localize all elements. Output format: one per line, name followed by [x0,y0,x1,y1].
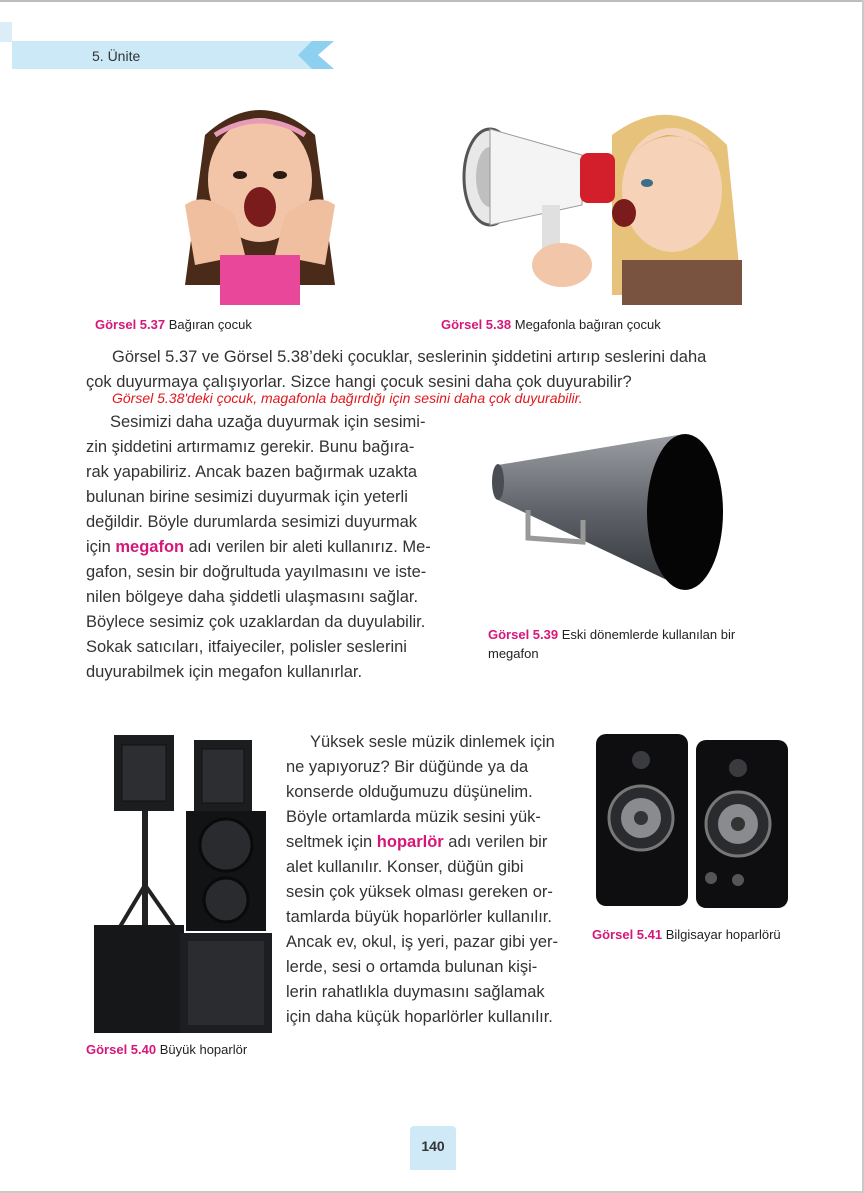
shouting-girl-image [165,95,355,305]
figure-number: Görsel 5.40 [86,1042,157,1057]
paragraph-line: Sokak satıcıları, itfaiyeciler, polisler seslerini [86,638,407,656]
paragraph-line: için daha küçük hoparlörler kullanılır. [286,1008,553,1026]
paragraph-line: Sesimizi daha uzağa duyurmak için sesimi- [110,413,426,431]
paragraph-line: lerde, sesi o ortamda bulunan kişi- [286,958,538,976]
figure-caption-text: Bağıran çocuk [168,317,252,332]
figure-number: Görsel 5.41 [592,927,663,942]
caption-line [488,625,735,644]
page-number: 140 [421,1138,445,1154]
paragraph-line: rak yapabiliriz. Ancak bazen bağırmak uzakta [86,463,418,481]
paragraph-line-with-keyword [86,535,470,560]
paragraph-line: Böylece sesimiz çok uzaklardan da duyulabilir. [86,613,426,631]
paragraph-line: Ancak ev, okul, iş yeri, pazar gibi yer- [286,933,559,951]
paragraph-line-with-keyword [286,830,580,855]
paragraph-line: bulunan birine sesimizi duyurmak için yeterli [86,488,408,506]
megaphone-girl-image [462,95,747,305]
side-tab-marker [0,22,12,42]
figure-number: Görsel 5.37 [95,317,166,332]
figure-number: Görsel 5.39 [488,627,559,642]
handwritten-answer: Görsel 5.38'deki çocuk, magafonla bağırdığı için sesini daha çok duyurabilir. [112,390,583,406]
paragraph-line: sesin çok yüksek olması gereken or- [286,883,553,901]
text-segment: için [86,538,116,556]
question-line-1: Görsel 5.37 ve Görsel 5.38’deki çocuklar, seslerinin şiddetini artırıp seslerini daha [112,348,707,366]
unit-title: 5. Ünite [92,48,141,64]
megaphone-paragraph [86,410,470,685]
keyword-megafon: megafon [115,538,185,556]
figure-caption-text: Büyük hoparlör [159,1042,248,1057]
figure-caption-5-39 [488,625,735,663]
paragraph-line: değildir. Böyle durumlarda sesimizi duyurmak [86,513,418,531]
text-segment: seltmek için [286,833,377,851]
question-line-2: çok duyurmaya çalışıyorlar. Sizce hangi çocuk sesini daha çok duyurabilir? [86,373,632,391]
paragraph-line: gafon, sesin bir doğrultuda yayılmasını ve iste- [86,563,427,581]
paragraph-line: nilen bölgeye daha şiddetli ulaşmasını sağlar. [86,588,419,606]
page-border-top [0,0,864,2]
figure-caption-5-38 [441,315,661,334]
paragraph-line: alet kullanılır. Konser, düğün gibi [286,858,524,876]
paragraph-line: tamlarda büyük hoparlörler kullanılır. [286,908,552,926]
figure-caption-text: Megafonla bağıran çocuk [514,317,661,332]
paragraph-line: Yüksek sesle müzik dinlemek için [310,733,555,751]
text-segment: adı verilen bir [443,833,548,851]
figure-caption-text: Eski dönemlerde kullanılan bir [561,627,736,642]
paragraph-line: Böyle ortamlarda müzik sesini yük- [286,808,541,826]
figure-caption-5-41 [592,925,781,944]
paragraph-line: duyurabilmek için megafon kullanırlar. [86,663,363,681]
big-speaker-image [90,735,275,1033]
figure-caption-5-37 [95,315,252,334]
paragraph-line: konserde olduğumuzu düşünelim. [286,783,533,801]
paragraph-line: zin şiddetini artırmamız gerekir. Bunu bağıra- [86,438,415,456]
old-megaphone-image [488,430,730,595]
figure-number: Görsel 5.38 [441,317,512,332]
figure-caption-text: Bilgisayar hoparlörü [665,927,781,942]
speaker-paragraph [286,730,580,1030]
figure-caption-5-40 [86,1040,247,1059]
figure-caption-text-continued: megafon [488,646,539,661]
paragraph-line: lerin rahatlıkla duymasını sağlamak [286,983,545,1001]
computer-speaker-image [596,730,792,910]
keyword-hoparlor: hoparlör [376,833,444,851]
text-segment: adı verilen bir aleti kullanırız. Me- [184,538,431,556]
paragraph-line: ne yapıyoruz? Bir düğünde ya da [286,758,529,776]
unit-banner [12,41,334,69]
